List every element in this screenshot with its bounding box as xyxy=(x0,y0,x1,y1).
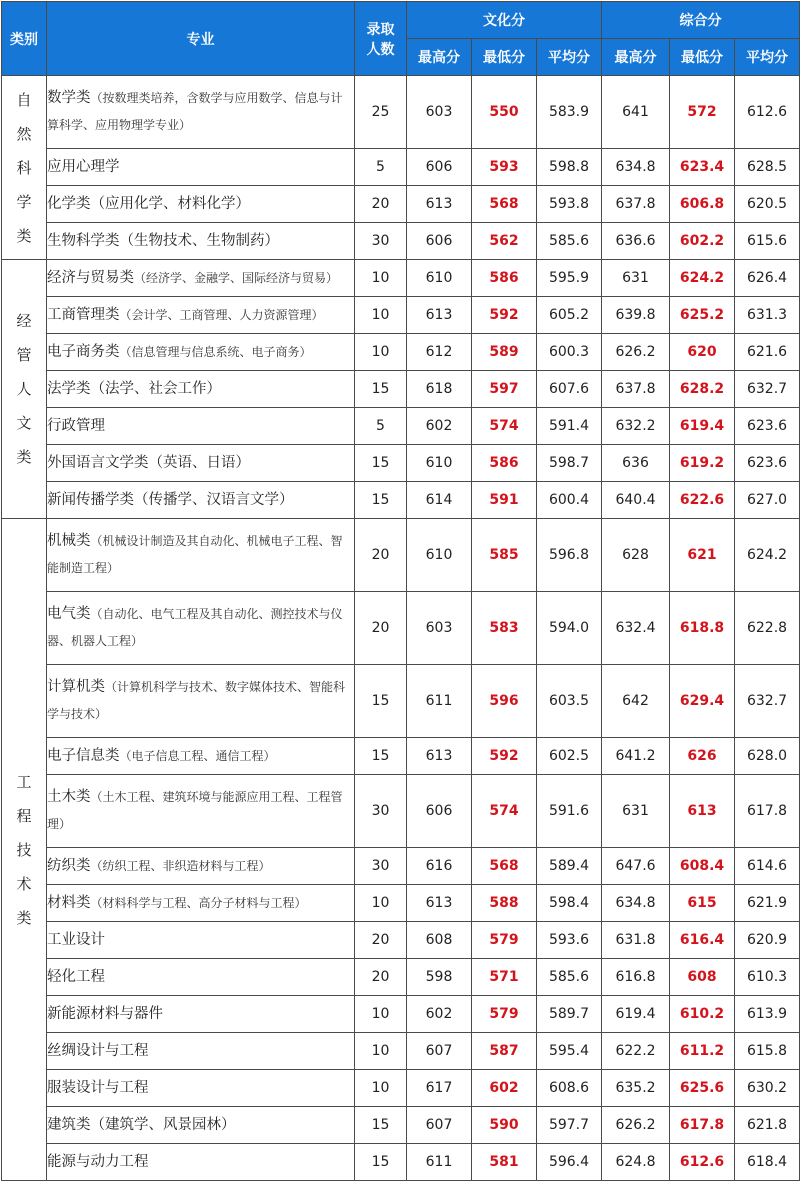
composite-avg-cell: 632.7 xyxy=(735,665,800,738)
quota-cell: 20 xyxy=(355,959,407,996)
composite-max-cell: 616.8 xyxy=(602,959,670,996)
category-cell xyxy=(2,519,47,1181)
major-name: 新闻传播学类（传播学、汉语言文学） xyxy=(47,491,294,508)
composite-max-cell: 641 xyxy=(602,76,670,149)
table-row xyxy=(2,996,800,1033)
culture-max-cell: 602 xyxy=(407,408,472,445)
major-cell xyxy=(47,1144,355,1181)
culture-avg-cell: 598.8 xyxy=(537,149,602,186)
major-detail: （材料科学与工程、高分子材料与工程） xyxy=(90,895,307,910)
major-name: 轻化工程 xyxy=(47,968,105,985)
major-name: 化学类（应用化学、材料化学） xyxy=(47,195,250,212)
category-label: 工程技术类 xyxy=(16,772,32,927)
composite-min-cell: 620 xyxy=(670,334,735,371)
table-row xyxy=(2,592,800,665)
culture-min-cell: 579 xyxy=(472,922,537,959)
major-name: 建筑类（建筑学、风景园林） xyxy=(47,1116,236,1133)
composite-avg-cell: 618.4 xyxy=(735,1144,800,1181)
header-culture-group: 文化分 xyxy=(407,2,602,39)
quota-cell: 10 xyxy=(355,1033,407,1070)
major-name: 机械类 xyxy=(47,533,91,549)
major-name: 电子商务类 xyxy=(47,343,120,360)
culture-min-cell: 587 xyxy=(472,1033,537,1070)
culture-min-cell: 586 xyxy=(472,260,537,297)
culture-avg-cell: 603.5 xyxy=(537,665,602,738)
composite-max-cell: 637.8 xyxy=(602,371,670,408)
culture-max-cell: 613 xyxy=(407,297,472,334)
major-name: 外国语言文学类（英语、日语） xyxy=(47,454,250,471)
composite-min-cell: 572 xyxy=(670,76,735,149)
culture-min-cell: 571 xyxy=(472,959,537,996)
culture-max-cell: 603 xyxy=(407,592,472,665)
culture-avg-cell: 597.7 xyxy=(537,1107,602,1144)
composite-min-cell: 606.8 xyxy=(670,186,735,223)
major-detail: （会计学、工商管理、人力资源管理） xyxy=(119,307,324,322)
major-name: 电气类 xyxy=(47,606,91,622)
quota-cell: 30 xyxy=(355,775,407,848)
major-cell xyxy=(47,408,355,445)
major-cell xyxy=(47,149,355,186)
major-detail: （按数理类培养，含数学与应用数学、信息与计算科学、应用物理学专业） xyxy=(47,91,343,132)
culture-max-cell: 614 xyxy=(407,482,472,519)
admission-score-table xyxy=(1,1,800,1181)
composite-avg-cell: 620.9 xyxy=(735,922,800,959)
culture-max-cell: 603 xyxy=(407,76,472,149)
culture-max-cell: 618 xyxy=(407,371,472,408)
culture-min-cell: 588 xyxy=(472,885,537,922)
culture-max-cell: 613 xyxy=(407,186,472,223)
culture-max-cell: 610 xyxy=(407,260,472,297)
quota-cell: 20 xyxy=(355,592,407,665)
culture-max-cell: 610 xyxy=(407,519,472,592)
culture-avg-cell: 591.4 xyxy=(537,408,602,445)
composite-max-cell: 635.2 xyxy=(602,1070,670,1107)
category-label: 经管人文类 xyxy=(16,312,32,466)
composite-avg-cell: 621.9 xyxy=(735,885,800,922)
major-name: 工商管理类 xyxy=(47,306,120,323)
composite-max-cell: 637.8 xyxy=(602,186,670,223)
table-row xyxy=(2,223,800,260)
quota-cell: 15 xyxy=(355,482,407,519)
composite-min-cell: 611.2 xyxy=(670,1033,735,1070)
culture-max-cell: 598 xyxy=(407,959,472,996)
culture-avg-cell: 600.4 xyxy=(537,482,602,519)
composite-max-cell: 626.2 xyxy=(602,1107,670,1144)
major-cell xyxy=(47,519,355,592)
major-detail: （纺织工程、非织造材料与工程） xyxy=(90,858,271,873)
quota-cell: 30 xyxy=(355,848,407,885)
composite-min-cell: 608.4 xyxy=(670,848,735,885)
culture-avg-cell: 595.9 xyxy=(537,260,602,297)
culture-max-cell: 613 xyxy=(407,738,472,775)
culture-min-cell: 590 xyxy=(472,1107,537,1144)
major-cell xyxy=(47,959,355,996)
composite-max-cell: 642 xyxy=(602,665,670,738)
composite-avg-cell: 623.6 xyxy=(735,408,800,445)
composite-avg-cell: 626.4 xyxy=(735,260,800,297)
culture-max-cell: 611 xyxy=(407,665,472,738)
major-name: 法学类（法学、社会工作） xyxy=(47,380,221,397)
quota-cell: 15 xyxy=(355,445,407,482)
major-name: 数学类 xyxy=(47,90,91,106)
culture-avg-cell: 593.8 xyxy=(537,186,602,223)
composite-avg-cell: 610.3 xyxy=(735,959,800,996)
culture-min-cell: 602 xyxy=(472,1070,537,1107)
culture-avg-cell: 595.4 xyxy=(537,1033,602,1070)
major-cell xyxy=(47,885,355,922)
composite-max-cell: 641.2 xyxy=(602,738,670,775)
table-body xyxy=(2,76,800,1181)
culture-avg-cell: 591.6 xyxy=(537,775,602,848)
table-row xyxy=(2,482,800,519)
composite-min-cell: 622.6 xyxy=(670,482,735,519)
composite-min-cell: 612.6 xyxy=(670,1144,735,1181)
table-row xyxy=(2,334,800,371)
quota-cell: 5 xyxy=(355,149,407,186)
major-detail: （自动化、电气工程及其自动化、测控技术与仪器、机器人工程） xyxy=(47,607,343,648)
major-cell xyxy=(47,1033,355,1070)
culture-min-cell: 592 xyxy=(472,297,537,334)
major-cell xyxy=(47,1107,355,1144)
major-cell xyxy=(47,223,355,260)
table-row xyxy=(2,738,800,775)
quota-cell: 15 xyxy=(355,1107,407,1144)
culture-min-cell: 568 xyxy=(472,186,537,223)
major-cell xyxy=(47,592,355,665)
major-name: 工业设计 xyxy=(47,931,105,948)
composite-max-cell: 632.2 xyxy=(602,408,670,445)
major-detail: （电子信息工程、通信工程） xyxy=(119,748,276,763)
category-cell xyxy=(2,76,47,260)
major-cell xyxy=(47,996,355,1033)
culture-max-cell: 610 xyxy=(407,445,472,482)
culture-min-cell: 585 xyxy=(472,519,537,592)
header-quota-line1: 录取 xyxy=(366,21,395,38)
quota-cell: 15 xyxy=(355,738,407,775)
quota-cell: 25 xyxy=(355,76,407,149)
composite-avg-cell: 632.7 xyxy=(735,371,800,408)
culture-avg-cell: 598.7 xyxy=(537,445,602,482)
quota-cell: 20 xyxy=(355,186,407,223)
culture-max-cell: 602 xyxy=(407,996,472,1033)
table-row xyxy=(2,665,800,738)
header-culture-min: 最低分 xyxy=(472,39,537,76)
quota-cell: 10 xyxy=(355,260,407,297)
culture-avg-cell: 605.2 xyxy=(537,297,602,334)
composite-min-cell: 613 xyxy=(670,775,735,848)
table-row xyxy=(2,76,800,149)
culture-min-cell: 591 xyxy=(472,482,537,519)
culture-min-cell: 589 xyxy=(472,334,537,371)
category-cell xyxy=(2,260,47,519)
major-name: 能源与动力工程 xyxy=(47,1153,149,1170)
culture-max-cell: 611 xyxy=(407,1144,472,1181)
composite-min-cell: 625.6 xyxy=(670,1070,735,1107)
table-row xyxy=(2,260,800,297)
composite-avg-cell: 628.0 xyxy=(735,738,800,775)
major-detail: （土木工程、建筑环境与能源应用工程、工程管理） xyxy=(47,790,343,831)
major-detail: （计算机科学与技术、数字媒体技术、智能科学与技术） xyxy=(47,680,346,721)
major-name: 行政管理 xyxy=(47,417,105,434)
composite-max-cell: 628 xyxy=(602,519,670,592)
table-row xyxy=(2,1144,800,1181)
composite-max-cell: 634.8 xyxy=(602,149,670,186)
composite-avg-cell: 613.9 xyxy=(735,996,800,1033)
category-label: 自然科学类 xyxy=(16,90,32,245)
table-row xyxy=(2,922,800,959)
header-composite-min: 最低分 xyxy=(670,39,735,76)
composite-min-cell: 617.8 xyxy=(670,1107,735,1144)
table-row xyxy=(2,371,800,408)
culture-min-cell: 597 xyxy=(472,371,537,408)
culture-max-cell: 613 xyxy=(407,885,472,922)
composite-min-cell: 621 xyxy=(670,519,735,592)
culture-min-cell: 593 xyxy=(472,149,537,186)
culture-min-cell: 586 xyxy=(472,445,537,482)
composite-min-cell: 602.2 xyxy=(670,223,735,260)
table-row xyxy=(2,959,800,996)
culture-max-cell: 617 xyxy=(407,1070,472,1107)
culture-max-cell: 608 xyxy=(407,922,472,959)
quota-cell: 10 xyxy=(355,885,407,922)
major-name: 材料类 xyxy=(47,894,91,911)
composite-max-cell: 624.8 xyxy=(602,1144,670,1181)
composite-max-cell: 631.8 xyxy=(602,922,670,959)
culture-avg-cell: 598.4 xyxy=(537,885,602,922)
composite-min-cell: 619.2 xyxy=(670,445,735,482)
quota-cell: 15 xyxy=(355,1144,407,1181)
composite-avg-cell: 630.2 xyxy=(735,1070,800,1107)
composite-min-cell: 623.4 xyxy=(670,149,735,186)
major-cell xyxy=(47,186,355,223)
table-row xyxy=(2,519,800,592)
composite-max-cell: 622.2 xyxy=(602,1033,670,1070)
quota-cell: 10 xyxy=(355,996,407,1033)
table-row xyxy=(2,186,800,223)
composite-max-cell: 640.4 xyxy=(602,482,670,519)
culture-avg-cell: 585.6 xyxy=(537,959,602,996)
composite-min-cell: 628.2 xyxy=(670,371,735,408)
table-row xyxy=(2,149,800,186)
header-quota xyxy=(355,2,407,76)
composite-max-cell: 619.4 xyxy=(602,996,670,1033)
major-cell xyxy=(47,775,355,848)
quota-cell: 15 xyxy=(355,665,407,738)
culture-avg-cell: 593.6 xyxy=(537,922,602,959)
composite-avg-cell: 612.6 xyxy=(735,76,800,149)
composite-avg-cell: 620.5 xyxy=(735,186,800,223)
major-cell xyxy=(47,371,355,408)
composite-avg-cell: 617.8 xyxy=(735,775,800,848)
composite-min-cell: 608 xyxy=(670,959,735,996)
culture-avg-cell: 600.3 xyxy=(537,334,602,371)
major-name: 服装设计与工程 xyxy=(47,1079,149,1096)
major-name: 纺织类 xyxy=(47,857,91,874)
culture-max-cell: 607 xyxy=(407,1107,472,1144)
composite-max-cell: 636 xyxy=(602,445,670,482)
major-detail: （机械设计制造及其自动化、机械电子工程、智能制造工程） xyxy=(47,534,343,575)
composite-avg-cell: 621.6 xyxy=(735,334,800,371)
composite-avg-cell: 631.3 xyxy=(735,297,800,334)
quota-cell: 5 xyxy=(355,408,407,445)
major-name: 电子信息类 xyxy=(47,747,120,764)
composite-min-cell: 626 xyxy=(670,738,735,775)
culture-max-cell: 616 xyxy=(407,848,472,885)
composite-min-cell: 616.4 xyxy=(670,922,735,959)
quota-cell: 15 xyxy=(355,371,407,408)
culture-min-cell: 574 xyxy=(472,775,537,848)
major-name: 计算机类 xyxy=(47,679,105,695)
culture-max-cell: 606 xyxy=(407,223,472,260)
culture-avg-cell: 596.4 xyxy=(537,1144,602,1181)
major-cell xyxy=(47,1070,355,1107)
culture-min-cell: 568 xyxy=(472,848,537,885)
header-composite-group: 综合分 xyxy=(602,2,800,39)
quota-cell: 10 xyxy=(355,297,407,334)
table-row xyxy=(2,1033,800,1070)
culture-min-cell: 596 xyxy=(472,665,537,738)
composite-min-cell: 624.2 xyxy=(670,260,735,297)
culture-max-cell: 606 xyxy=(407,149,472,186)
major-cell xyxy=(47,665,355,738)
header-composite-max: 最高分 xyxy=(602,39,670,76)
major-name: 土木类 xyxy=(47,789,91,805)
culture-max-cell: 606 xyxy=(407,775,472,848)
composite-avg-cell: 615.8 xyxy=(735,1033,800,1070)
composite-max-cell: 626.2 xyxy=(602,334,670,371)
table-row xyxy=(2,1107,800,1144)
composite-min-cell: 625.2 xyxy=(670,297,735,334)
culture-max-cell: 607 xyxy=(407,1033,472,1070)
culture-avg-cell: 585.6 xyxy=(537,223,602,260)
culture-min-cell: 581 xyxy=(472,1144,537,1181)
culture-avg-cell: 589.7 xyxy=(537,996,602,1033)
table-row xyxy=(2,297,800,334)
major-cell xyxy=(47,738,355,775)
composite-avg-cell: 627.0 xyxy=(735,482,800,519)
composite-max-cell: 631 xyxy=(602,775,670,848)
composite-max-cell: 639.8 xyxy=(602,297,670,334)
culture-avg-cell: 596.8 xyxy=(537,519,602,592)
culture-max-cell: 612 xyxy=(407,334,472,371)
composite-min-cell: 629.4 xyxy=(670,665,735,738)
major-cell xyxy=(47,297,355,334)
culture-avg-cell: 589.4 xyxy=(537,848,602,885)
table-row xyxy=(2,1070,800,1107)
major-name: 应用心理学 xyxy=(47,158,120,175)
composite-min-cell: 619.4 xyxy=(670,408,735,445)
composite-max-cell: 647.6 xyxy=(602,848,670,885)
major-name: 生物科学类（生物技术、生物制药） xyxy=(47,232,279,249)
composite-min-cell: 618.8 xyxy=(670,592,735,665)
composite-avg-cell: 623.6 xyxy=(735,445,800,482)
major-name: 经济与贸易类 xyxy=(47,269,134,286)
major-cell xyxy=(47,922,355,959)
quota-cell: 10 xyxy=(355,334,407,371)
composite-avg-cell: 615.6 xyxy=(735,223,800,260)
composite-avg-cell: 621.8 xyxy=(735,1107,800,1144)
culture-avg-cell: 602.5 xyxy=(537,738,602,775)
composite-avg-cell: 624.2 xyxy=(735,519,800,592)
composite-avg-cell: 622.8 xyxy=(735,592,800,665)
major-cell xyxy=(47,334,355,371)
header-quota-line2: 人数 xyxy=(366,41,395,58)
culture-avg-cell: 607.6 xyxy=(537,371,602,408)
table-row xyxy=(2,885,800,922)
header-category: 类别 xyxy=(2,2,47,76)
composite-max-cell: 632.4 xyxy=(602,592,670,665)
table-row xyxy=(2,775,800,848)
culture-min-cell: 583 xyxy=(472,592,537,665)
composite-min-cell: 615 xyxy=(670,885,735,922)
culture-min-cell: 550 xyxy=(472,76,537,149)
culture-avg-cell: 583.9 xyxy=(537,76,602,149)
culture-min-cell: 592 xyxy=(472,738,537,775)
composite-max-cell: 631 xyxy=(602,260,670,297)
major-cell xyxy=(47,260,355,297)
quota-cell: 10 xyxy=(355,1070,407,1107)
composite-avg-cell: 628.5 xyxy=(735,149,800,186)
header-culture-avg: 平均分 xyxy=(537,39,602,76)
culture-min-cell: 574 xyxy=(472,408,537,445)
header-major: 专业 xyxy=(47,2,355,76)
major-cell xyxy=(47,445,355,482)
culture-min-cell: 579 xyxy=(472,996,537,1033)
major-cell xyxy=(47,76,355,149)
header-culture-max: 最高分 xyxy=(407,39,472,76)
major-cell xyxy=(47,848,355,885)
composite-max-cell: 636.6 xyxy=(602,223,670,260)
quota-cell: 20 xyxy=(355,922,407,959)
culture-min-cell: 562 xyxy=(472,223,537,260)
header-composite-avg: 平均分 xyxy=(735,39,800,76)
major-cell xyxy=(47,482,355,519)
table-row xyxy=(2,848,800,885)
major-detail: （信息管理与信息系统、电子商务） xyxy=(119,344,312,359)
major-name: 新能源材料与器件 xyxy=(47,1005,163,1022)
composite-min-cell: 610.2 xyxy=(670,996,735,1033)
composite-avg-cell: 614.6 xyxy=(735,848,800,885)
table-row xyxy=(2,445,800,482)
table-header xyxy=(2,2,800,76)
major-detail: （经济学、金融学、国际经济与贸易） xyxy=(134,270,339,285)
quota-cell: 30 xyxy=(355,223,407,260)
composite-max-cell: 634.8 xyxy=(602,885,670,922)
table-row xyxy=(2,408,800,445)
culture-avg-cell: 594.0 xyxy=(537,592,602,665)
quota-cell: 20 xyxy=(355,519,407,592)
culture-avg-cell: 608.6 xyxy=(537,1070,602,1107)
major-name: 丝绸设计与工程 xyxy=(47,1042,149,1059)
